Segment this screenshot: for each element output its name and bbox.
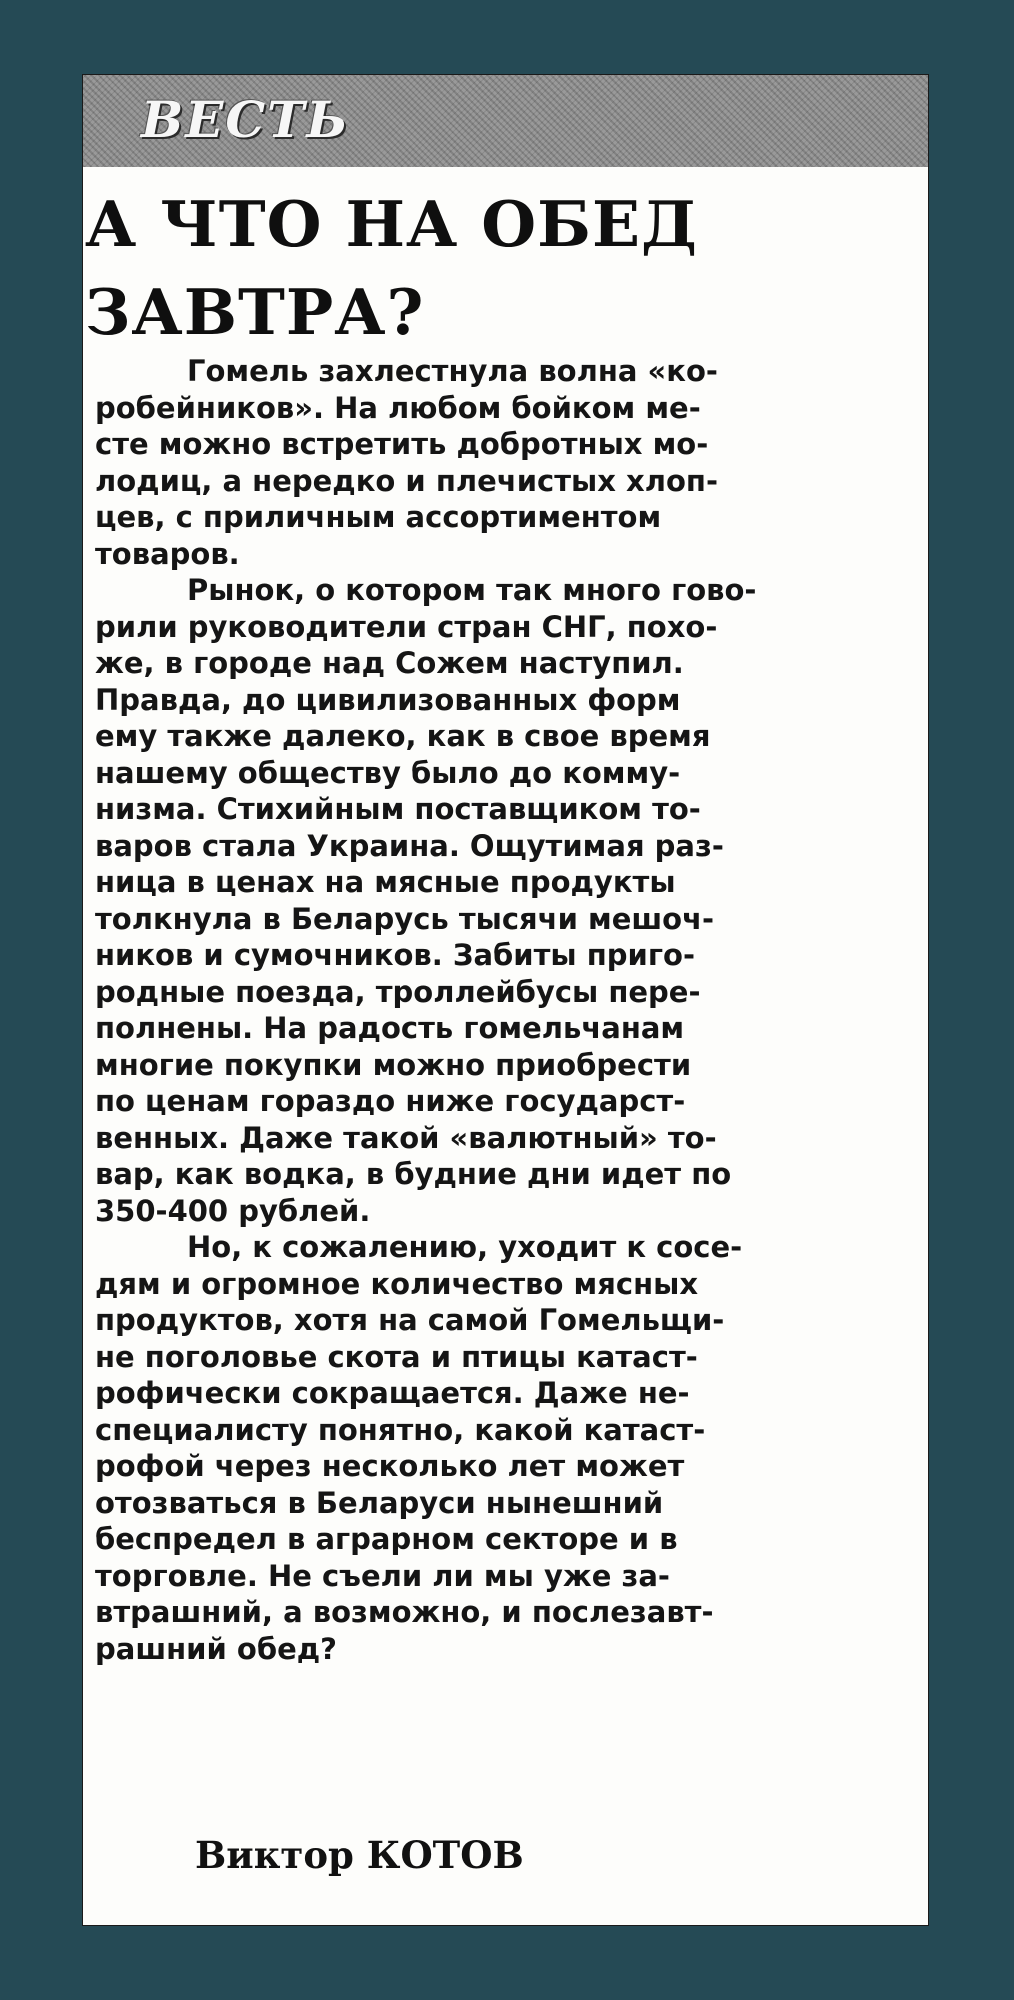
section-label: ВЕСТЬ bbox=[141, 90, 350, 149]
newspaper-clipping bbox=[83, 75, 928, 1925]
article-headline: А ЧТО НА ОБЕД ЗАВТРА? bbox=[85, 187, 698, 349]
article-paragraph: Но, к сожалению, уходит к сосе- дям и огромное количество мясных продуктов, хотя на самой Гомельщи- не поголовье скота и птицы катаст- рофически сокращается. Даже не- специалисту понятно, какой катаст- рофой через несколько лет может отозваться в Беларуси нынешний беспредел в аграрном секторе и в торговле. Не съели ли мы уже за- втрашний, а возможно, и послезавт- рашний обед? bbox=[95, 1230, 743, 1666]
article-paragraph: Гомель захлестнула волна «ко- робейников». На любом бойком ме- сте можно встретить добротных мо- лодиц, а нередко и плечистых хлоп- цев, с приличным ассортиментом товаров. bbox=[95, 354, 718, 571]
article-body bbox=[95, 353, 905, 1667]
article-byline: Виктор КОТОВ bbox=[195, 1833, 524, 1877]
article-paragraph: Рынок, о котором так много гово- рили руководители стран СНГ, похо- же, в городе над Сожем наступил. Правда, до цивилизованных форм ему также далеко, как в свое время нашему обществу было до комму- низма. Стихийным поставщиком то- варов стала Украина. Ощутимая раз- ница в ценах на мясные продукты толкнула в Беларусь тысячи мешоч- ников и сумочников. Забиты приго- родные поезда, троллейбусы пере- полнены. На радость гомельчанам многие покупки можно приобрести по ценам гораздо ниже государст- венных. Даже такой «валютный» то- вар, как водка, в будние дни идет по 350-400 рублей. bbox=[95, 573, 757, 1228]
section-header-bar bbox=[83, 75, 928, 167]
